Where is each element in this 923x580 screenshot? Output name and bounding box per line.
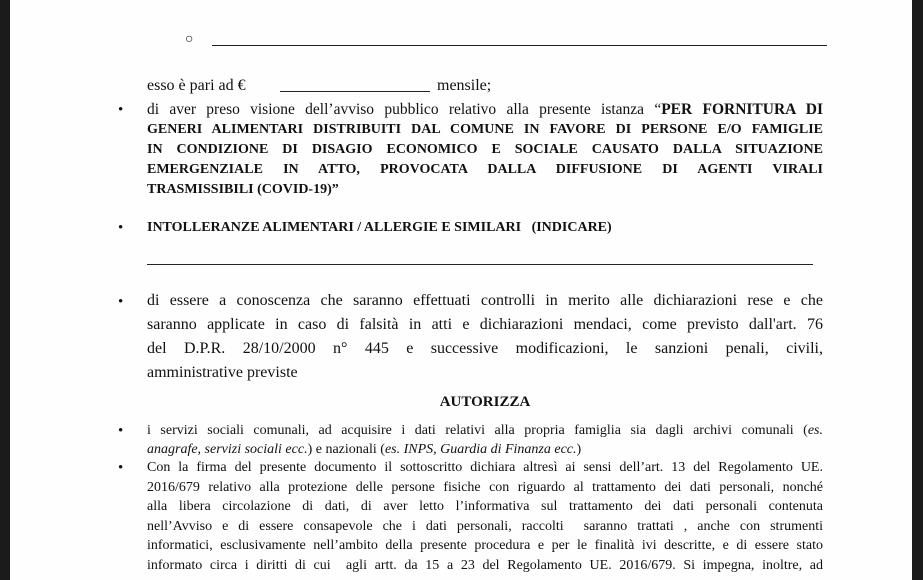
amount-line [147,76,647,98]
auth-bullet-1-line1: i servizi sociali comunali, ad acquisire i dati relativi alla propria famiglia sia dagli archivi comunali (es. [147,423,823,438]
amount-blank [280,91,430,92]
bullet-3-line4: amministrative previste [147,364,298,381]
auth-bullet-2-line5: informatici, esclusivamente nell’ambito della presente procedura e per le finalità ivi descritte, e di essere stato [147,538,823,553]
bullet-3 [147,289,823,385]
bullet-1-line4: EMERGENZIALE IN ATTO, PROVOCATA DALLA DIFFUSIONE DI AGENTI VIRALI [147,162,823,177]
option-line [185,30,830,52]
bullet-1-line2: GENERI ALIMENTARI DISTRIBUITI DAL COMUNE IN FAVORE DI PERSONE E/O FAMIGLIE [147,122,823,137]
bullet-3-line1: di essere a conoscenza che saranno effettuati controlli in merito alle dichiarazioni rese e che [147,292,823,309]
auth-bullet-2-line4: nell’Avviso e di essere consapevole che i dati personali, raccolti saranno trattati , anche con strumenti [147,518,823,534]
auth-bullet-1-glyph: • [118,423,124,439]
auth-bullet-1-line2: anagrafe, servizi sociali ecc.) e nazionali (es. INPS, Guardia di Finanza ecc.) [147,442,582,457]
allergies-blank-line [147,264,813,265]
bullet-1-glyph: • [118,102,124,118]
authorize-heading: AUTORIZZA [439,394,531,410]
amount-suffix: mensile; [437,77,492,94]
bullet-3-line2: saranno applicate in caso di falsità in atti e dichiarazioni mendaci, come previsto dall'art. 76 [147,316,823,333]
amount-prefix: esso è pari ad € [147,77,246,94]
auth-bullet-2-glyph: • [118,460,124,476]
auth-bullet-2 [147,458,823,575]
bullet-1-line5: TRASMISSIBILI (COVID-19)” [147,182,339,197]
bullet-1-line1: di aver preso visione dell’avviso pubblico relativo alla presente istanza “PER FORNITURA DI [147,101,823,118]
bullet-2-glyph: • [118,220,124,236]
circle-marker: ○ [185,32,194,47]
bullet-1-line3: IN CONDIZIONE DI DISAGIO ECONOMICO E SOCIALE CAUSATO DALLA SITUAZIONE [147,142,823,157]
bullet-3-line3: del D.P.R. 28/10/2000 n° 445 e successive modificazioni, le sanzioni penali, civili, [147,340,823,357]
bullet-2: INTOLLERANZE ALIMENTARI / ALLERGIE E SIMILARI (INDICARE) [147,220,612,235]
auth-bullet-2-line6: informato circa i diritti di cui agli artt. da 15 a 23 del Regolamento UE. 2016/679. Si impegna, inoltre, ad [147,557,823,573]
auth-bullet-2-line1: Con la firma del presente documento il sottoscritto dichiara altresì ai sensi dell’art. 13 del Regolamento UE. [147,460,823,475]
auth-bullet-2-line2: 2016/679 relativo alla protezione delle persone fisiche con riguardo al trattamento dei dati personali, nonché [147,479,823,495]
blank-line [212,45,827,46]
document-page [10,0,912,580]
auth-bullet-2-line3: alla libera circolazione di dati, di aver letto l’informativa sul trattamento dei dati personali contenuta [147,499,823,514]
bullet-3-glyph: • [118,294,124,310]
bullet-1 [147,100,823,200]
auth-bullet-1 [147,421,823,459]
